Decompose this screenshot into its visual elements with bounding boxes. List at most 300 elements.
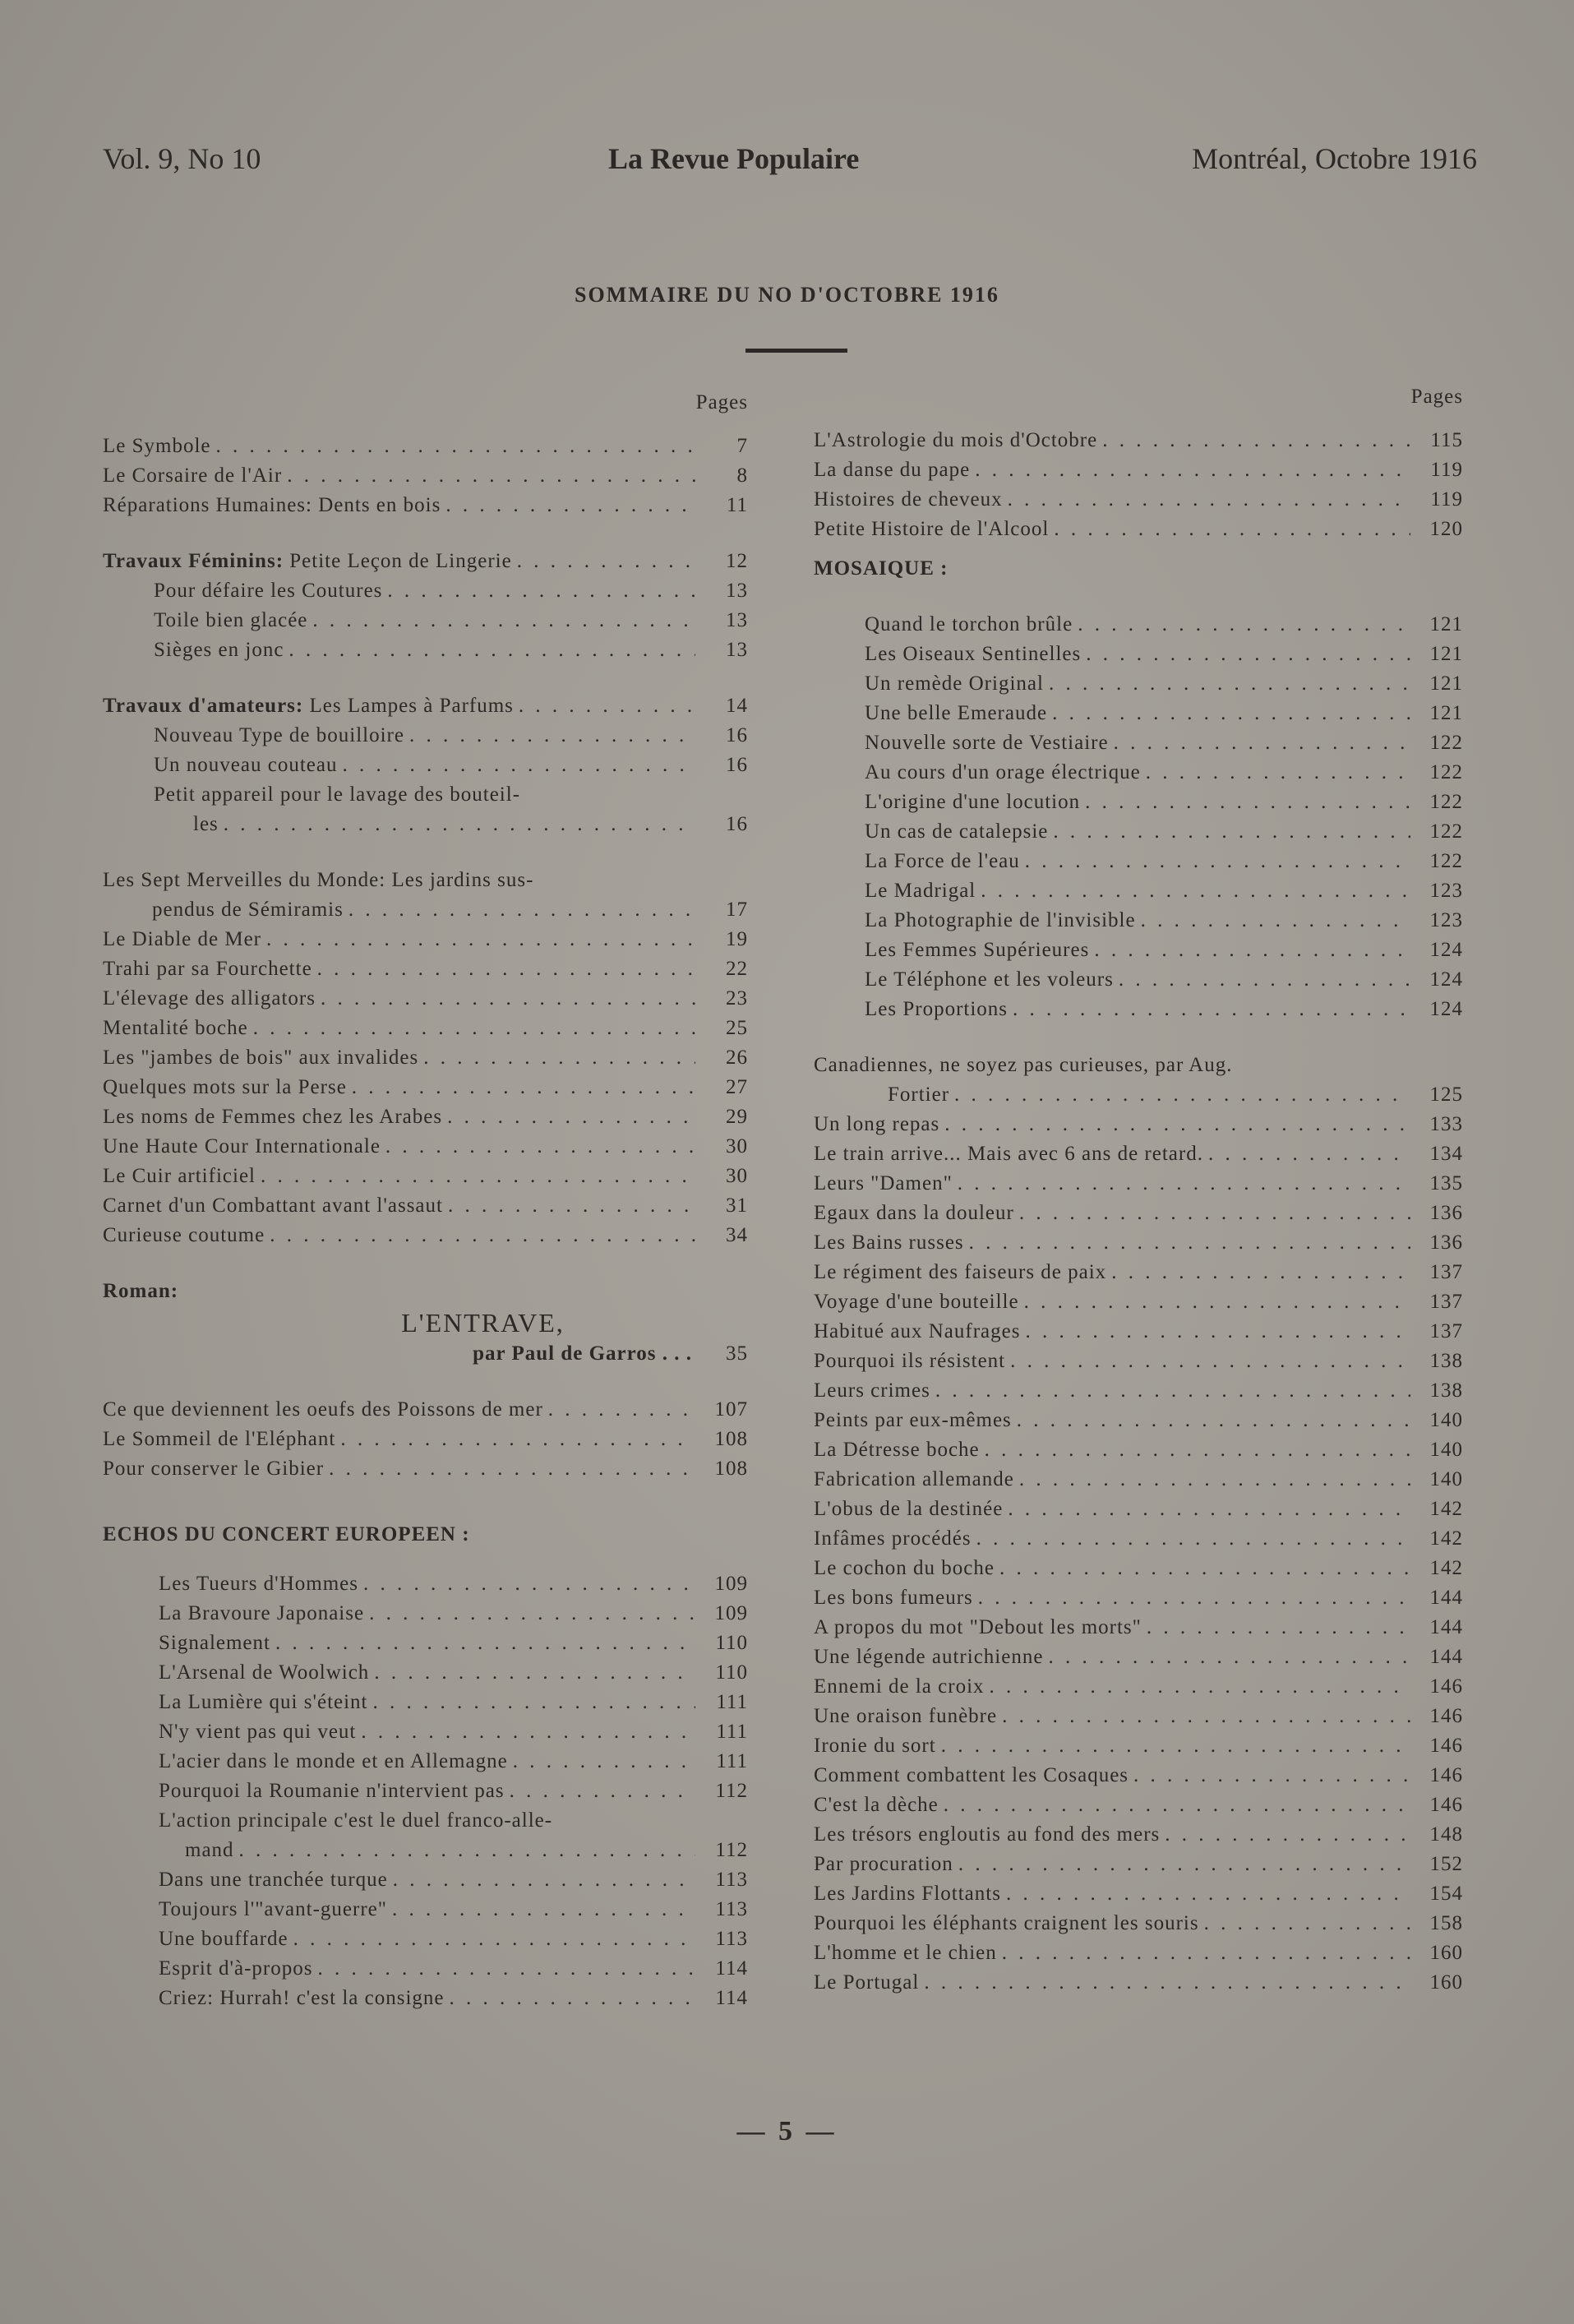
page-number: 13 (726, 639, 748, 661)
list-item-wrap[interactable]: L'action principale c'est le duel franco-alle- (159, 1809, 553, 1832)
article-title: Ennemi de la croix (814, 1675, 985, 1698)
leader-dots (393, 1865, 695, 1895)
list-item[interactable] (154, 635, 748, 665)
page-number: 113 (715, 1898, 748, 1920)
leader-dots (270, 1221, 695, 1250)
list-item[interactable] (814, 1850, 1463, 1879)
page-number: 136 (1429, 1231, 1463, 1254)
page-number: 13 (726, 580, 748, 602)
leader-dots (447, 1102, 695, 1132)
article-title: La Bravoure Japonaise (159, 1602, 365, 1624)
list-item[interactable] (814, 1169, 1463, 1199)
list-item[interactable] (103, 925, 748, 954)
page-number: 23 (726, 987, 748, 1010)
leader-dots (1085, 788, 1410, 817)
leader-dots (1052, 699, 1410, 728)
list-item-continued[interactable]: les . . . 16 (154, 810, 748, 839)
page-number: 109 (714, 1602, 748, 1624)
list-item[interactable] (159, 1688, 748, 1717)
section-heading: MOSAIQUE : (814, 557, 949, 580)
list-item[interactable] (814, 1110, 1463, 1139)
list-item-continued[interactable]: Fortier . . . 125 (814, 1080, 1463, 1110)
article-title: A propos du mot "Debout les morts" (814, 1616, 1142, 1638)
page-number: 29 (726, 1106, 748, 1128)
leader-dots (1010, 1347, 1410, 1376)
list-item[interactable] (159, 1924, 748, 1954)
page-number: 31 (726, 1194, 748, 1217)
page-number: 142 (1429, 1527, 1463, 1550)
issue-date: Montréal, Octobre 1916 (1192, 142, 1477, 175)
leader-dots (1147, 1613, 1410, 1643)
list-item[interactable]: Travaux Féminins: Petite Leçon de Lingerie . . . 12 (103, 547, 748, 576)
leader-dots (266, 925, 695, 954)
list-item[interactable] (103, 1425, 748, 1454)
leader-dots (1017, 1406, 1410, 1435)
article-title: Les Tueurs d'Hommes (159, 1573, 358, 1595)
list-item[interactable] (159, 1658, 748, 1688)
article-title: Sièges en jonc (154, 639, 284, 661)
page-number: 16 (726, 724, 748, 746)
leader-dots (1002, 1702, 1410, 1731)
list-item[interactable] (814, 1968, 1463, 1998)
page-header (0, 141, 1574, 183)
page-number: 121 (1429, 643, 1463, 665)
page-number: 146 (1429, 1705, 1463, 1727)
list-item[interactable] (865, 965, 1463, 995)
list-item[interactable] (814, 1672, 1463, 1702)
leader-dots (513, 1747, 695, 1776)
page-number: 112 (715, 1839, 748, 1861)
page-number: 140 (1429, 1468, 1463, 1490)
leader-dots (935, 1376, 1410, 1406)
leader-dots (329, 1454, 695, 1484)
page-number: 160 (1429, 1942, 1463, 1964)
list-item[interactable] (865, 640, 1463, 669)
page-number: 124 (1429, 998, 1463, 1020)
leader-dots (361, 1717, 695, 1747)
list-item[interactable] (814, 1554, 1463, 1583)
list-item[interactable] (159, 1599, 748, 1629)
article-title: L'Arsenal de Woolwich (159, 1661, 370, 1684)
article-title: Leurs "Damen" (814, 1172, 953, 1194)
page-number: 142 (1429, 1498, 1463, 1520)
list-item[interactable] (865, 699, 1463, 728)
article-title: L'homme et le chien (814, 1942, 997, 1964)
page-number: 122 (1429, 791, 1463, 813)
article-title: Infâmes procédés (814, 1527, 972, 1550)
article-title: Une belle Emeraude (865, 702, 1048, 724)
list-item[interactable] (865, 936, 1463, 965)
page-number: 11 (726, 494, 748, 516)
page-number: 138 (1429, 1350, 1463, 1372)
page-number: 142 (1429, 1557, 1463, 1579)
article-title: Curieuse coutume (103, 1224, 265, 1246)
article-title: Ironie du sort (814, 1735, 936, 1757)
article-title: Quelques mots sur la Perse (103, 1076, 347, 1098)
list-item[interactable] (814, 1643, 1463, 1672)
list-item[interactable] (865, 995, 1463, 1024)
page-number: 108 (714, 1458, 748, 1480)
article-title: L'origine d'une locution (865, 791, 1081, 813)
list-item[interactable] (814, 1790, 1463, 1820)
article-title: La Détresse boche (814, 1439, 980, 1461)
article-title: Les Jardins Flottants (814, 1883, 1001, 1905)
leader-dots (261, 1162, 695, 1191)
leader-dots (990, 1672, 1410, 1702)
article-title: Les "jambes de bois" aux invalides (103, 1046, 419, 1069)
article-title: Les Oiseaux Sentinelles (865, 643, 1082, 665)
leader-dots (944, 1790, 1410, 1820)
list-item[interactable] (103, 1043, 748, 1073)
volume-number: Vol. 9, No 10 (103, 142, 261, 175)
list-item[interactable] (814, 1347, 1463, 1376)
page-number: 30 (726, 1135, 748, 1157)
article-title: Carnet d'un Combattant avant l'assaut (103, 1194, 443, 1217)
list-item[interactable] (103, 491, 748, 520)
list-item[interactable] (103, 1132, 748, 1162)
list-item[interactable] (159, 1717, 748, 1747)
page-number: 109 (714, 1573, 748, 1595)
page-number: 14 (726, 695, 748, 717)
list-item[interactable] (103, 461, 748, 491)
leader-dots (317, 1954, 695, 1984)
article-title: Signalement (159, 1632, 270, 1654)
leader-dots (445, 491, 695, 520)
list-item[interactable] (159, 1747, 748, 1776)
page-number: 134 (1429, 1143, 1463, 1165)
page-number: 27 (726, 1076, 748, 1098)
article-title: Ce que deviennent les oeufs des Poissons de mer (103, 1398, 543, 1421)
list-item[interactable] (814, 1524, 1463, 1554)
leader-dots (1002, 1938, 1410, 1968)
list-item[interactable] (814, 1139, 1463, 1169)
list-item[interactable] (154, 606, 748, 635)
list-item[interactable] (865, 906, 1463, 936)
page-number: 119 (1430, 488, 1463, 511)
article-title: Les noms de Femmes chez les Arabes (103, 1106, 443, 1128)
page-number: 123 (1429, 880, 1463, 902)
article-title: Histoires de cheveux (814, 488, 1003, 511)
leader-dots (924, 1968, 1410, 1998)
list-item[interactable] (159, 1895, 748, 1924)
article-title: Les Proportions (865, 998, 1009, 1020)
leader-dots (1049, 669, 1410, 699)
leader-dots (409, 721, 695, 751)
list-item[interactable] (814, 1258, 1463, 1287)
leader-dots (387, 576, 695, 606)
page-number: 122 (1429, 732, 1463, 754)
list-item[interactable] (814, 1495, 1463, 1524)
page-number: 110 (715, 1632, 748, 1654)
list-item[interactable] (814, 1879, 1463, 1909)
leader-dots (1019, 1199, 1410, 1228)
article-title: Pourquoi ils résistent (814, 1350, 1006, 1372)
article-title: Fabrication allemande (814, 1468, 1014, 1490)
list-item[interactable] (103, 1191, 748, 1221)
list-item[interactable] (814, 455, 1463, 485)
list-item[interactable] (814, 1228, 1463, 1258)
leader-dots (981, 876, 1410, 906)
leader-dots (392, 1895, 695, 1924)
leader-dots (1054, 515, 1410, 544)
page-number: 113 (715, 1928, 748, 1950)
page-number: 26 (726, 1046, 748, 1069)
leader-dots (1102, 426, 1410, 455)
list-item[interactable] (154, 576, 748, 606)
article-title: Pourquoi les éléphants craignent les souris (814, 1912, 1199, 1934)
page-number: 108 (714, 1428, 748, 1450)
title-rule (745, 349, 847, 353)
section-heading: ECHOS DU CONCERT EUROPEEN : (103, 1523, 470, 1545)
leader-dots (216, 432, 695, 461)
article-title: La Photographie de l'invisible (865, 909, 1136, 931)
page-number: 144 (1429, 1616, 1463, 1638)
list-item[interactable] (814, 515, 1463, 544)
leader-dots (969, 1228, 1410, 1258)
list-item[interactable] (814, 1287, 1463, 1317)
list-item[interactable] (865, 669, 1463, 699)
page-number: 120 (1429, 518, 1463, 540)
novel-author[interactable]: par Paul de Garros . . . 35 (103, 1339, 748, 1369)
article-title: Les bons fumeurs (814, 1587, 973, 1609)
page-number: 146 (1429, 1764, 1463, 1786)
list-item[interactable] (814, 1583, 1463, 1613)
article-title: Petite Histoire de l'Alcool (814, 518, 1050, 540)
novel-title[interactable]: L'ENTRAVE, (401, 1308, 565, 1338)
article-title: Le Corsaire de l'Air (103, 464, 283, 487)
list-item[interactable] (865, 728, 1463, 758)
page-number: 135 (1429, 1172, 1463, 1194)
leader-dots (1013, 995, 1410, 1024)
list-item[interactable] (103, 954, 748, 984)
page-number: 144 (1429, 1587, 1463, 1609)
page-number: 30 (726, 1165, 748, 1187)
page-number: 125 (1429, 1083, 1463, 1106)
article-title: Le régiment des faiseurs de paix (814, 1261, 1107, 1283)
page-number: 146 (1429, 1675, 1463, 1698)
page-number: 34 (726, 1224, 748, 1246)
article-title: Trahi par sa Fourchette (103, 958, 312, 980)
article-title: Le train arrive... Mais avec 6 ans de retard. (814, 1143, 1203, 1165)
list-item[interactable] (865, 847, 1463, 876)
article-title: Le Cuir artificiel (103, 1165, 256, 1187)
article-title: Les Femmes Supérieures (865, 939, 1090, 961)
list-item[interactable] (103, 1014, 748, 1043)
leader-dots (941, 1731, 1410, 1761)
section-heading: Roman: (103, 1280, 179, 1302)
leader-dots (1025, 847, 1410, 876)
page-number: 140 (1429, 1439, 1463, 1461)
list-item[interactable] (814, 1406, 1463, 1435)
article-title: Un nouveau couteau (154, 754, 338, 776)
page-number: 133 (1429, 1113, 1463, 1135)
list-item[interactable] (814, 485, 1463, 515)
article-title: Habitué aux Naufrages (814, 1320, 1021, 1342)
leader-dots (288, 635, 695, 665)
list-item[interactable] (103, 984, 748, 1014)
leader-dots (958, 1850, 1410, 1879)
leader-dots (1048, 1643, 1410, 1672)
pages-heading: Pages (1410, 386, 1463, 408)
leader-dots (1078, 610, 1410, 640)
list-item-wrap[interactable]: Petit appareil pour le lavage des bouteil- (154, 783, 521, 806)
leader-dots (944, 1110, 1410, 1139)
leader-dots (293, 1924, 695, 1954)
page-number: 122 (1429, 820, 1463, 843)
list-item[interactable] (814, 1376, 1463, 1406)
section-heading: Travaux Féminins: (103, 550, 284, 572)
article-title: La Lumière qui s'éteint (159, 1691, 368, 1713)
leader-dots (1146, 758, 1410, 788)
article-title: L'acier dans le monde et en Allemagne (159, 1750, 508, 1772)
article-title: Le cochon du boche (814, 1557, 995, 1579)
article-title: Par procuration (814, 1853, 953, 1875)
page-number: 12 (726, 550, 748, 572)
list-item[interactable] (814, 1465, 1463, 1495)
page-number: 111 (716, 1691, 748, 1713)
article-title: Le Téléphone et les voleurs (865, 968, 1114, 991)
leader-dots (1119, 965, 1410, 995)
article-title: Peints par eux-mêmes (814, 1409, 1012, 1431)
list-item[interactable]: Travaux d'amateurs: Les Lampes à Parfums . . . 14 (103, 691, 748, 721)
page-number: 107 (714, 1398, 748, 1421)
list-item[interactable] (865, 610, 1463, 640)
leader-dots (1204, 1909, 1410, 1938)
leader-dots (385, 1132, 695, 1162)
leader-dots (976, 1524, 1410, 1554)
article-title: Une Haute Cour Internationale (103, 1135, 381, 1157)
list-item[interactable] (814, 1613, 1463, 1643)
article-title: Le Madrigal (865, 880, 976, 902)
leader-dots (373, 1688, 695, 1717)
article-title: Mentalité boche (103, 1017, 248, 1039)
list-item[interactable] (865, 876, 1463, 906)
list-item[interactable] (159, 1569, 748, 1599)
page-number: 121 (1429, 702, 1463, 724)
page-number: 158 (1429, 1912, 1463, 1934)
page-number: 160 (1429, 1971, 1463, 1994)
article-title: L'Astrologie du mois d'Octobre (814, 429, 1098, 451)
list-item[interactable] (103, 1102, 748, 1132)
article-title: Pour défaire les Coutures (154, 580, 383, 602)
list-item[interactable] (103, 1221, 748, 1250)
page-number: 115 (1430, 429, 1463, 451)
list-item[interactable] (865, 758, 1463, 788)
list-item[interactable] (814, 1702, 1463, 1731)
leader-dots (448, 1191, 695, 1221)
list-item[interactable] (814, 1938, 1463, 1968)
article-title: La danse du pape (814, 459, 971, 481)
article-title: Nouveau Type de bouilloire (154, 724, 404, 746)
page-number: 22 (726, 958, 748, 980)
list-item-continued[interactable]: pendus de Sémiramis . . . 17 (103, 895, 748, 925)
leader-dots (985, 1435, 1410, 1465)
list-item[interactable] (814, 1731, 1463, 1761)
list-item[interactable] (103, 1162, 748, 1191)
page-number: 7 (736, 435, 748, 457)
list-item[interactable] (159, 1984, 748, 2013)
page-number: 146 (1429, 1794, 1463, 1816)
list-item[interactable] (103, 432, 748, 461)
article-title: Esprit d'à-propos (159, 1957, 313, 1980)
page-number: 16 (726, 754, 748, 776)
page-number: 124 (1429, 939, 1463, 961)
article-title: Le Diable de Mer (103, 928, 262, 950)
leader-dots (1094, 936, 1410, 965)
article-title: Quand le torchon brûle (865, 613, 1073, 635)
page-number: 138 (1429, 1379, 1463, 1402)
article-title: N'y vient pas qui veut (159, 1721, 357, 1743)
list-item[interactable] (814, 1761, 1463, 1790)
list-item-continued[interactable]: mand . . . 112 (159, 1836, 748, 1865)
list-item[interactable] (103, 1454, 748, 1484)
page-number: 122 (1429, 850, 1463, 872)
page-number: 35 (726, 1342, 748, 1365)
page-number: 114 (715, 1987, 748, 2009)
list-item[interactable] (103, 1073, 748, 1102)
page-number: 16 (726, 813, 748, 835)
article-title: Voyage d'une bouteille (814, 1291, 1019, 1313)
leader-dots (999, 1554, 1410, 1583)
page-number: 144 (1429, 1646, 1463, 1668)
list-item[interactable] (154, 751, 748, 780)
article-title: Réparations Humaines: Dents en bois (103, 494, 441, 516)
leader-dots (958, 1169, 1410, 1199)
list-item[interactable] (814, 1199, 1463, 1228)
list-item[interactable] (159, 1629, 748, 1658)
list-item[interactable] (159, 1776, 748, 1806)
leader-dots (1086, 640, 1410, 669)
leader-dots (1111, 1258, 1410, 1287)
article-title: Le Portugal (814, 1971, 920, 1994)
article-title: Un remède Original (865, 672, 1044, 695)
page-number: 17 (726, 899, 748, 921)
leader-dots (340, 1425, 695, 1454)
page-number: 121 (1429, 613, 1463, 635)
leader-dots (1024, 1287, 1410, 1317)
page-number: 148 (1429, 1823, 1463, 1846)
list-item[interactable] (814, 426, 1463, 455)
list-item[interactable] (159, 1954, 748, 1984)
list-item[interactable] (865, 788, 1463, 817)
list-item-wrap[interactable]: Canadiennes, ne soyez pas curieuses, par Aug. (814, 1054, 1233, 1076)
leader-dots (548, 1395, 695, 1425)
list-item[interactable] (814, 1317, 1463, 1347)
leader-dots (978, 1583, 1410, 1613)
list-item-wrap[interactable]: Les Sept Merveilles du Monde: Les jardins sus- (103, 869, 534, 891)
article-title: Une légende autrichienne (814, 1646, 1044, 1668)
leader-dots (374, 1658, 695, 1688)
page-number: 140 (1429, 1409, 1463, 1431)
list-item[interactable] (814, 1435, 1463, 1465)
list-item[interactable] (814, 1909, 1463, 1938)
list-item[interactable] (154, 721, 748, 751)
list-item[interactable] (865, 817, 1463, 847)
article-title: Le Symbole (103, 435, 211, 457)
leader-dots (363, 1569, 695, 1599)
contents-left-column (103, 382, 748, 2013)
list-item[interactable] (159, 1865, 748, 1895)
contents-title: SOMMAIRE DU NO D'OCTOBRE 1916 (575, 283, 999, 307)
list-item[interactable] (103, 1395, 748, 1425)
leader-dots (1133, 1761, 1410, 1790)
page-number: 111 (716, 1721, 748, 1743)
contents-right-column (814, 377, 1463, 1998)
leader-dots (510, 1776, 695, 1806)
list-item[interactable] (814, 1820, 1463, 1850)
page-number: 137 (1429, 1291, 1463, 1313)
page-number: 137 (1429, 1320, 1463, 1342)
